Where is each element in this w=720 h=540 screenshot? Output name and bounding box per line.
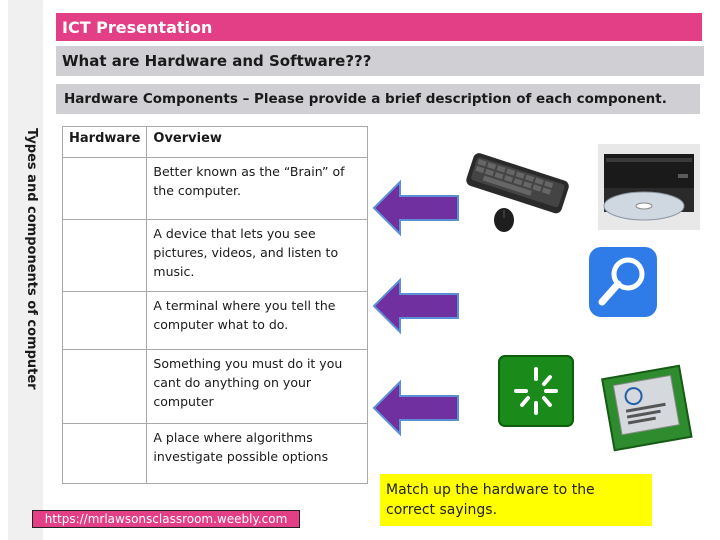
instruction-text: Hardware Components – Please provide a brief description of each component. [64,91,667,107]
hardware-cell[interactable] [63,424,147,484]
overview-cell: A place where algorithms investigate possible options [147,424,368,484]
cpu-chip-icon[interactable] [596,362,698,456]
table-row [63,424,368,484]
note-text: Match up the hardware to the correct sayings. [386,482,595,518]
vertical-label: Types and components of computer [24,128,39,390]
hardware-cell[interactable] [63,220,147,292]
url-text[interactable]: https://mrlawsonsclassroom.weebly.com [44,512,288,526]
keyboard-mouse-icon[interactable] [460,148,572,234]
website-url[interactable] [32,510,300,528]
table-row [63,350,368,424]
magnifier-icon[interactable] [588,246,658,318]
table-row [63,158,368,220]
left-arrow-icon[interactable] [372,278,460,334]
table-row [63,220,368,292]
left-arrow-icon[interactable] [372,380,460,436]
slide-subtitle-text: What are Hardware and Software??? [62,52,372,70]
restart-icon[interactable] [498,355,574,427]
dvd-drive-icon[interactable] [598,144,700,230]
slide-subtitle [56,46,704,76]
overview-cell: Something you must do it you cant do anything on your computer [147,350,368,424]
instruction-note [380,474,652,526]
instruction-banner [56,84,700,114]
slide-title [56,13,702,41]
slide-title-text: ICT Presentation [62,17,213,37]
hardware-cell[interactable] [63,158,147,220]
table-header-row [63,127,368,158]
header-hardware: Hardware [63,127,147,158]
overview-cell: A device that lets you see pictures, videos, and listen to music. [147,220,368,292]
header-overview: Overview [147,127,368,158]
hardware-cell[interactable] [63,350,147,424]
table-row [63,292,368,350]
overview-cell: Better known as the “Brain” of the computer. [147,158,368,220]
overview-cell: A terminal where you tell the computer what to do. [147,292,368,350]
hardware-table [62,126,368,484]
left-arrow-icon[interactable] [372,180,460,236]
hardware-cell[interactable] [63,292,147,350]
